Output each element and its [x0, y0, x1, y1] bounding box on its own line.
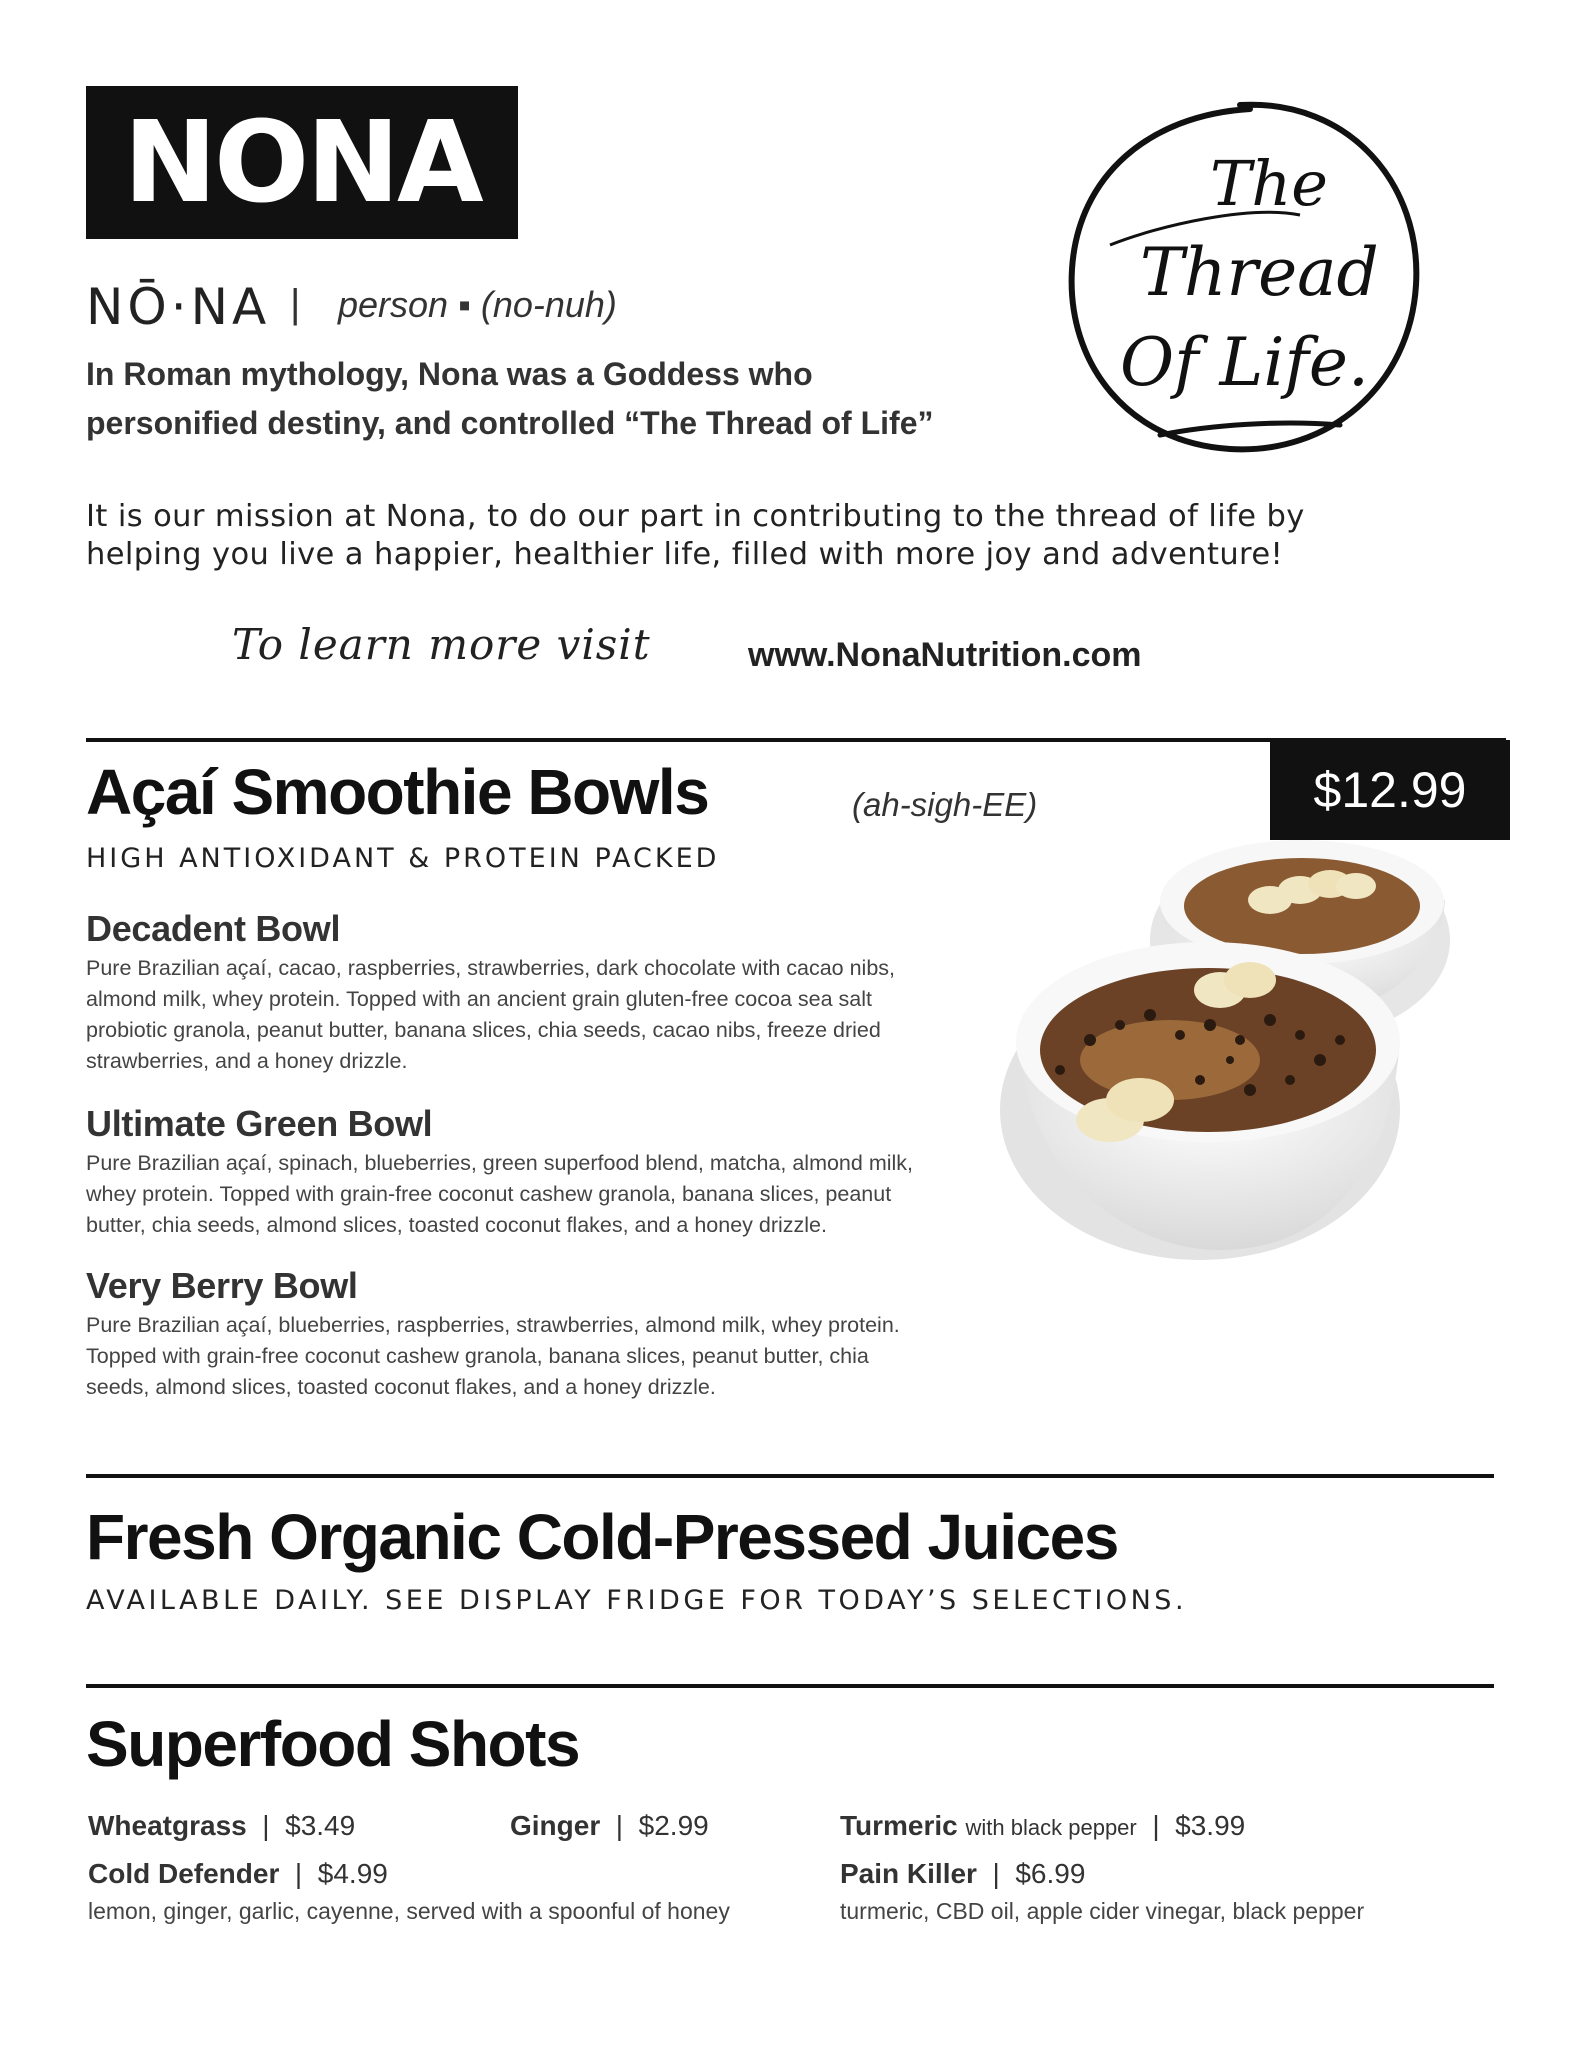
item-name-ultimate-green-bowl: Ultimate Green Bowl: [86, 1103, 433, 1144]
shot-name: Wheatgrass: [88, 1810, 247, 1841]
shot-separator: |: [1152, 1810, 1160, 1841]
pronunciation-word: NŌ·NA: [86, 278, 271, 336]
desc-line: Topped with grain-free coconut cashew granola, banana slices, peanut butter, chia: [86, 1344, 869, 1368]
badge-line-2: Thread: [1140, 234, 1379, 311]
item-name-very-berry-bowl: Very Berry Bowl: [86, 1265, 358, 1306]
badge-line-3: Of Life.: [1120, 324, 1369, 401]
shot-price: $6.99: [1015, 1858, 1086, 1889]
acai-section-title: Açaí Smoothie Bowls: [86, 756, 709, 828]
acai-bowl-photo: [1000, 810, 1470, 1280]
shot-separator: |: [262, 1810, 270, 1841]
shot-turmeric: [840, 1810, 1245, 1842]
divider-shots: [86, 1684, 1494, 1688]
banana-slice: [1336, 873, 1376, 899]
desc-line: seeds, almond slices, toasted coconut flakes, and a honey drizzle.: [86, 1375, 716, 1399]
item-desc-decadent-bowl: [86, 953, 1026, 1077]
item-desc-very-berry-bowl: [86, 1310, 1026, 1403]
shot-price: $3.99: [1175, 1810, 1246, 1841]
website-link[interactable]: www.NonaNutrition.com: [748, 636, 1142, 674]
juices-subtitle: AVAILABLE DAILY. SEE DISPLAY FRIDGE FOR TODAY’S SELECTIONS.: [86, 1585, 1188, 1616]
shot-price: $3.49: [285, 1810, 356, 1841]
shot-separator: |: [992, 1858, 1000, 1889]
desc-line: probiotic granola, peanut butter, banana slices, chia seeds, cacao nibs, freeze dried: [86, 1018, 881, 1042]
item-desc-ultimate-green-bowl: [86, 1148, 1026, 1241]
shot-price: $4.99: [317, 1858, 388, 1889]
shot-desc-pain-killer: turmeric, CBD oil, apple cider vinegar, black pepper: [840, 1898, 1365, 1924]
desc-line: Pure Brazilian açaí, blueberries, raspberries, strawberries, almond milk, whey protein.: [86, 1313, 900, 1337]
shot-pain-killer: [840, 1858, 1085, 1890]
shot-desc-cold-defender: lemon, ginger, garlic, cayenne, served with a spoonful of honey: [88, 1898, 730, 1924]
nona-logo: [86, 86, 518, 239]
item-name-decadent-bowl: Decadent Bowl: [86, 908, 341, 949]
mission-line-2: helping you live a happier, healthier life, filled with more joy and adventure!: [86, 537, 1284, 572]
shot-separator: |: [294, 1858, 303, 1889]
banana-slice: [1106, 1078, 1174, 1122]
shot-name: Cold Defender: [88, 1858, 280, 1889]
juices-section-title: Fresh Organic Cold-Pressed Juices: [86, 1501, 1118, 1573]
desc-line: whey protein. Topped with grain-free coconut cashew granola, banana slices, peanut: [86, 1182, 892, 1206]
mission-line-1: It is our mission at Nona, to do our part in contributing to the thread of life by: [86, 499, 1305, 534]
thread-of-life-badge: [1050, 85, 1430, 465]
mythology-line-2: personified destiny, and controlled “The Thread of Life”: [86, 405, 934, 441]
acai-pronunciation: (ah-sigh-EE): [852, 786, 1038, 823]
acai-price-tag: $12.99: [1270, 740, 1510, 840]
shot-separator: |: [615, 1810, 624, 1841]
acai-subtitle: HIGH ANTIOXIDANT & PROTEIN PACKED: [86, 843, 720, 874]
logo-text: NONA: [123, 97, 481, 228]
shots-section-title: Superfood Shots: [86, 1708, 580, 1780]
shot-ginger: [510, 1810, 709, 1842]
desc-line: Pure Brazilian açaí, cacao, raspberries, strawberries, dark chocolate with cacao nibs,: [86, 956, 896, 980]
shot-name: Pain Killer: [840, 1858, 977, 1889]
desc-line: butter, chia seeds, almond slices, toasted coconut flakes, and a honey drizzle.: [86, 1213, 827, 1237]
shot-note: with black pepper: [965, 1815, 1137, 1840]
mythology-text: [86, 350, 1086, 448]
desc-line: almond milk, whey protein. Topped with an ancient grain gluten-free cocoa sea salt: [86, 987, 872, 1011]
divider-juices: [86, 1474, 1494, 1478]
shot-name: Turmeric: [840, 1810, 958, 1841]
shot-price: $2.99: [638, 1810, 709, 1841]
shot-name: Ginger: [510, 1810, 601, 1841]
shot-cold-defender: [88, 1858, 388, 1890]
shot-wheatgrass: [88, 1810, 355, 1842]
back-bowl-acai: [1184, 858, 1420, 954]
desc-line: strawberries, and a honey drizzle.: [86, 1049, 408, 1073]
banana-slice: [1224, 962, 1276, 998]
mission-text: [86, 498, 1446, 574]
pronunciation-separator: |: [290, 282, 301, 326]
desc-line: Pure Brazilian açaí, spinach, blueberries, green superfood blend, matcha, almond milk,: [86, 1151, 914, 1175]
mythology-line-1: In Roman mythology, Nona was a Goddess who: [86, 356, 813, 392]
pronunciation-text: person ▪ (no-nuh): [338, 284, 617, 325]
learn-more-text: To learn more visit: [232, 620, 651, 669]
badge-line-1: The: [1210, 147, 1328, 220]
